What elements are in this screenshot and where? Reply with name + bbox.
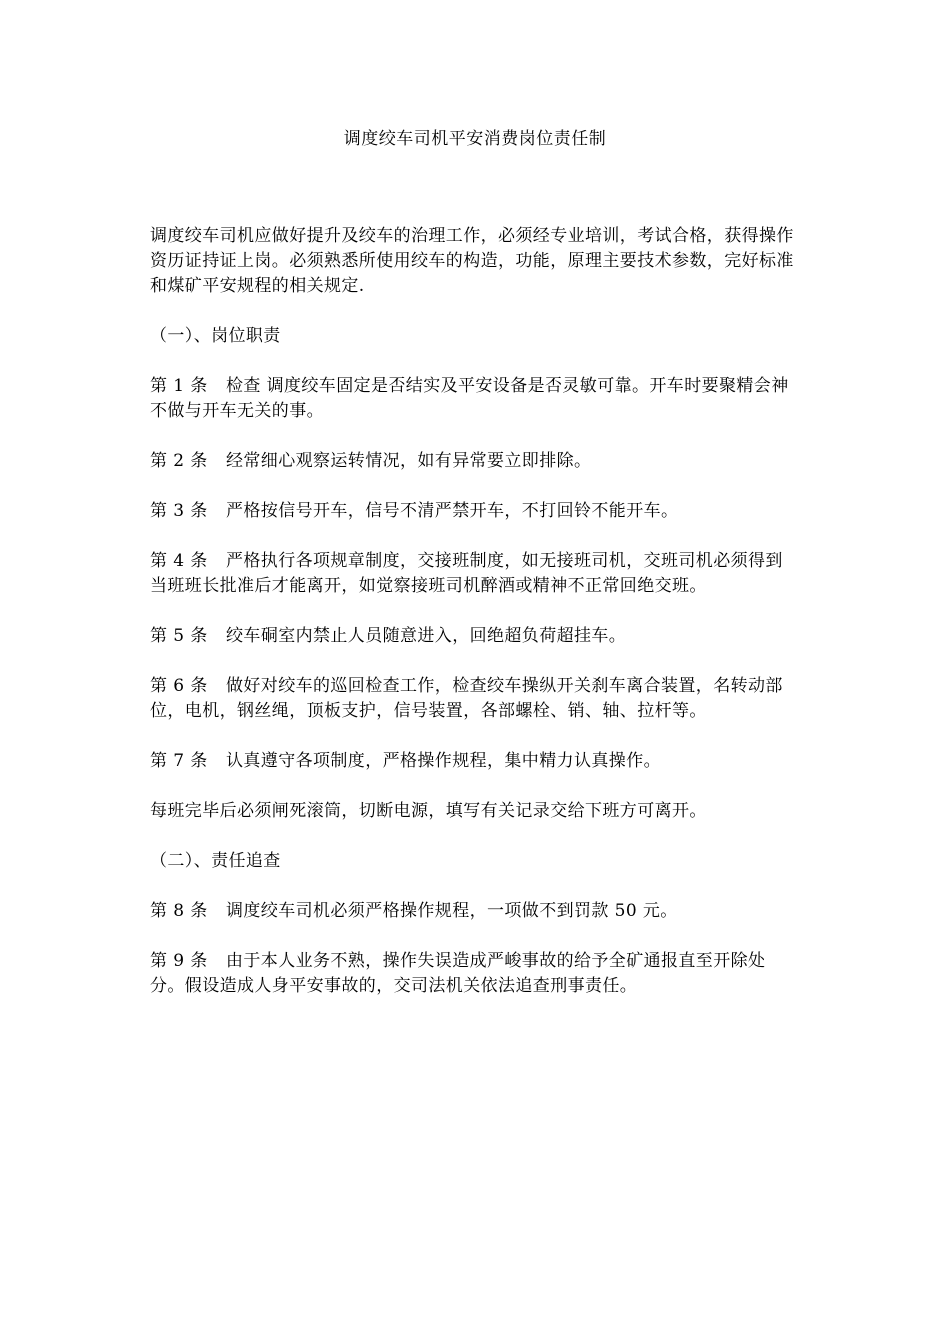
article-3 <box>150 499 800 524</box>
article-text: 认真遵守各项制度，严格操作规程，集中精力认真操作。 <box>226 751 661 771</box>
document-body <box>150 224 800 999</box>
article-number: 第 7 条 <box>150 751 208 771</box>
intro-paragraph: 调度绞车司机应做好提升及绞车的治理工作，必须经专业培训，考试合格，获得操作资历证持证上岗。必须熟悉所使用绞车的构造，功能，原理主要技术参数，完好标准和煤矿平安规程的相关规定. <box>150 226 794 296</box>
article-9 <box>150 949 800 999</box>
article-7 <box>150 749 800 774</box>
article-number: 第 6 条 <box>150 676 208 696</box>
section-heading-duties: （一）、岗位职责 <box>150 326 281 346</box>
closing-note: 每班完毕后必须闸死滚筒，切断电源，填写有关记录交给下班方可离开。 <box>150 801 707 821</box>
article-1 <box>150 374 800 424</box>
section-heading-accountability: （二）、责任追查 <box>150 851 281 871</box>
article-number: 第 3 条 <box>150 501 208 521</box>
article-text: 绞车硐室内禁止人员随意进入，回绝超负荷超挂车。 <box>226 626 627 646</box>
article-6 <box>150 674 800 724</box>
article-text: 做好对绞车的巡回检查工作，检查绞车操纵开关刹车离合装置，名转动部位，电机，钢丝绳，顶板支护，信号装置，各部螺栓、销、轴、拉杆等。 <box>150 676 783 721</box>
article-text: 调度绞车司机必须严格操作规程，一项做不到罚款 50 元。 <box>226 901 678 921</box>
document-title: 调度绞车司机平安消费岗位责任制 <box>343 129 607 149</box>
article-4 <box>150 549 800 599</box>
article-number: 第 8 条 <box>150 901 208 921</box>
article-number: 第 2 条 <box>150 451 208 471</box>
article-text: 严格执行各项规章制度，交接班制度，如无接班司机，交班司机必须得到当班班长批准后才能离开，如觉察接班司机醉酒或精神不正常回绝交班。 <box>150 551 783 596</box>
article-text: 经常细心观察运转情况，如有异常要立即排除。 <box>226 451 592 471</box>
article-8 <box>150 899 800 924</box>
article-2 <box>150 449 800 474</box>
article-text: 检查 调度绞车固定是否结实及平安设备是否灵敏可靠。开车时要聚精会神不做与开车无关的事。 <box>150 376 789 421</box>
article-number: 第 9 条 <box>150 951 208 971</box>
article-number: 第 5 条 <box>150 626 208 646</box>
article-number: 第 1 条 <box>150 376 208 396</box>
article-number: 第 4 条 <box>150 551 208 571</box>
article-text: 由于本人业务不熟，操作失误造成严峻事故的给予全矿通报直至开除处分。假设造成人身平安事故的，交司法机关依法追查刑事责任。 <box>150 951 766 996</box>
article-5 <box>150 624 800 649</box>
article-text: 严格按信号开车，信号不清严禁开车，不打回铃不能开车。 <box>226 501 679 521</box>
